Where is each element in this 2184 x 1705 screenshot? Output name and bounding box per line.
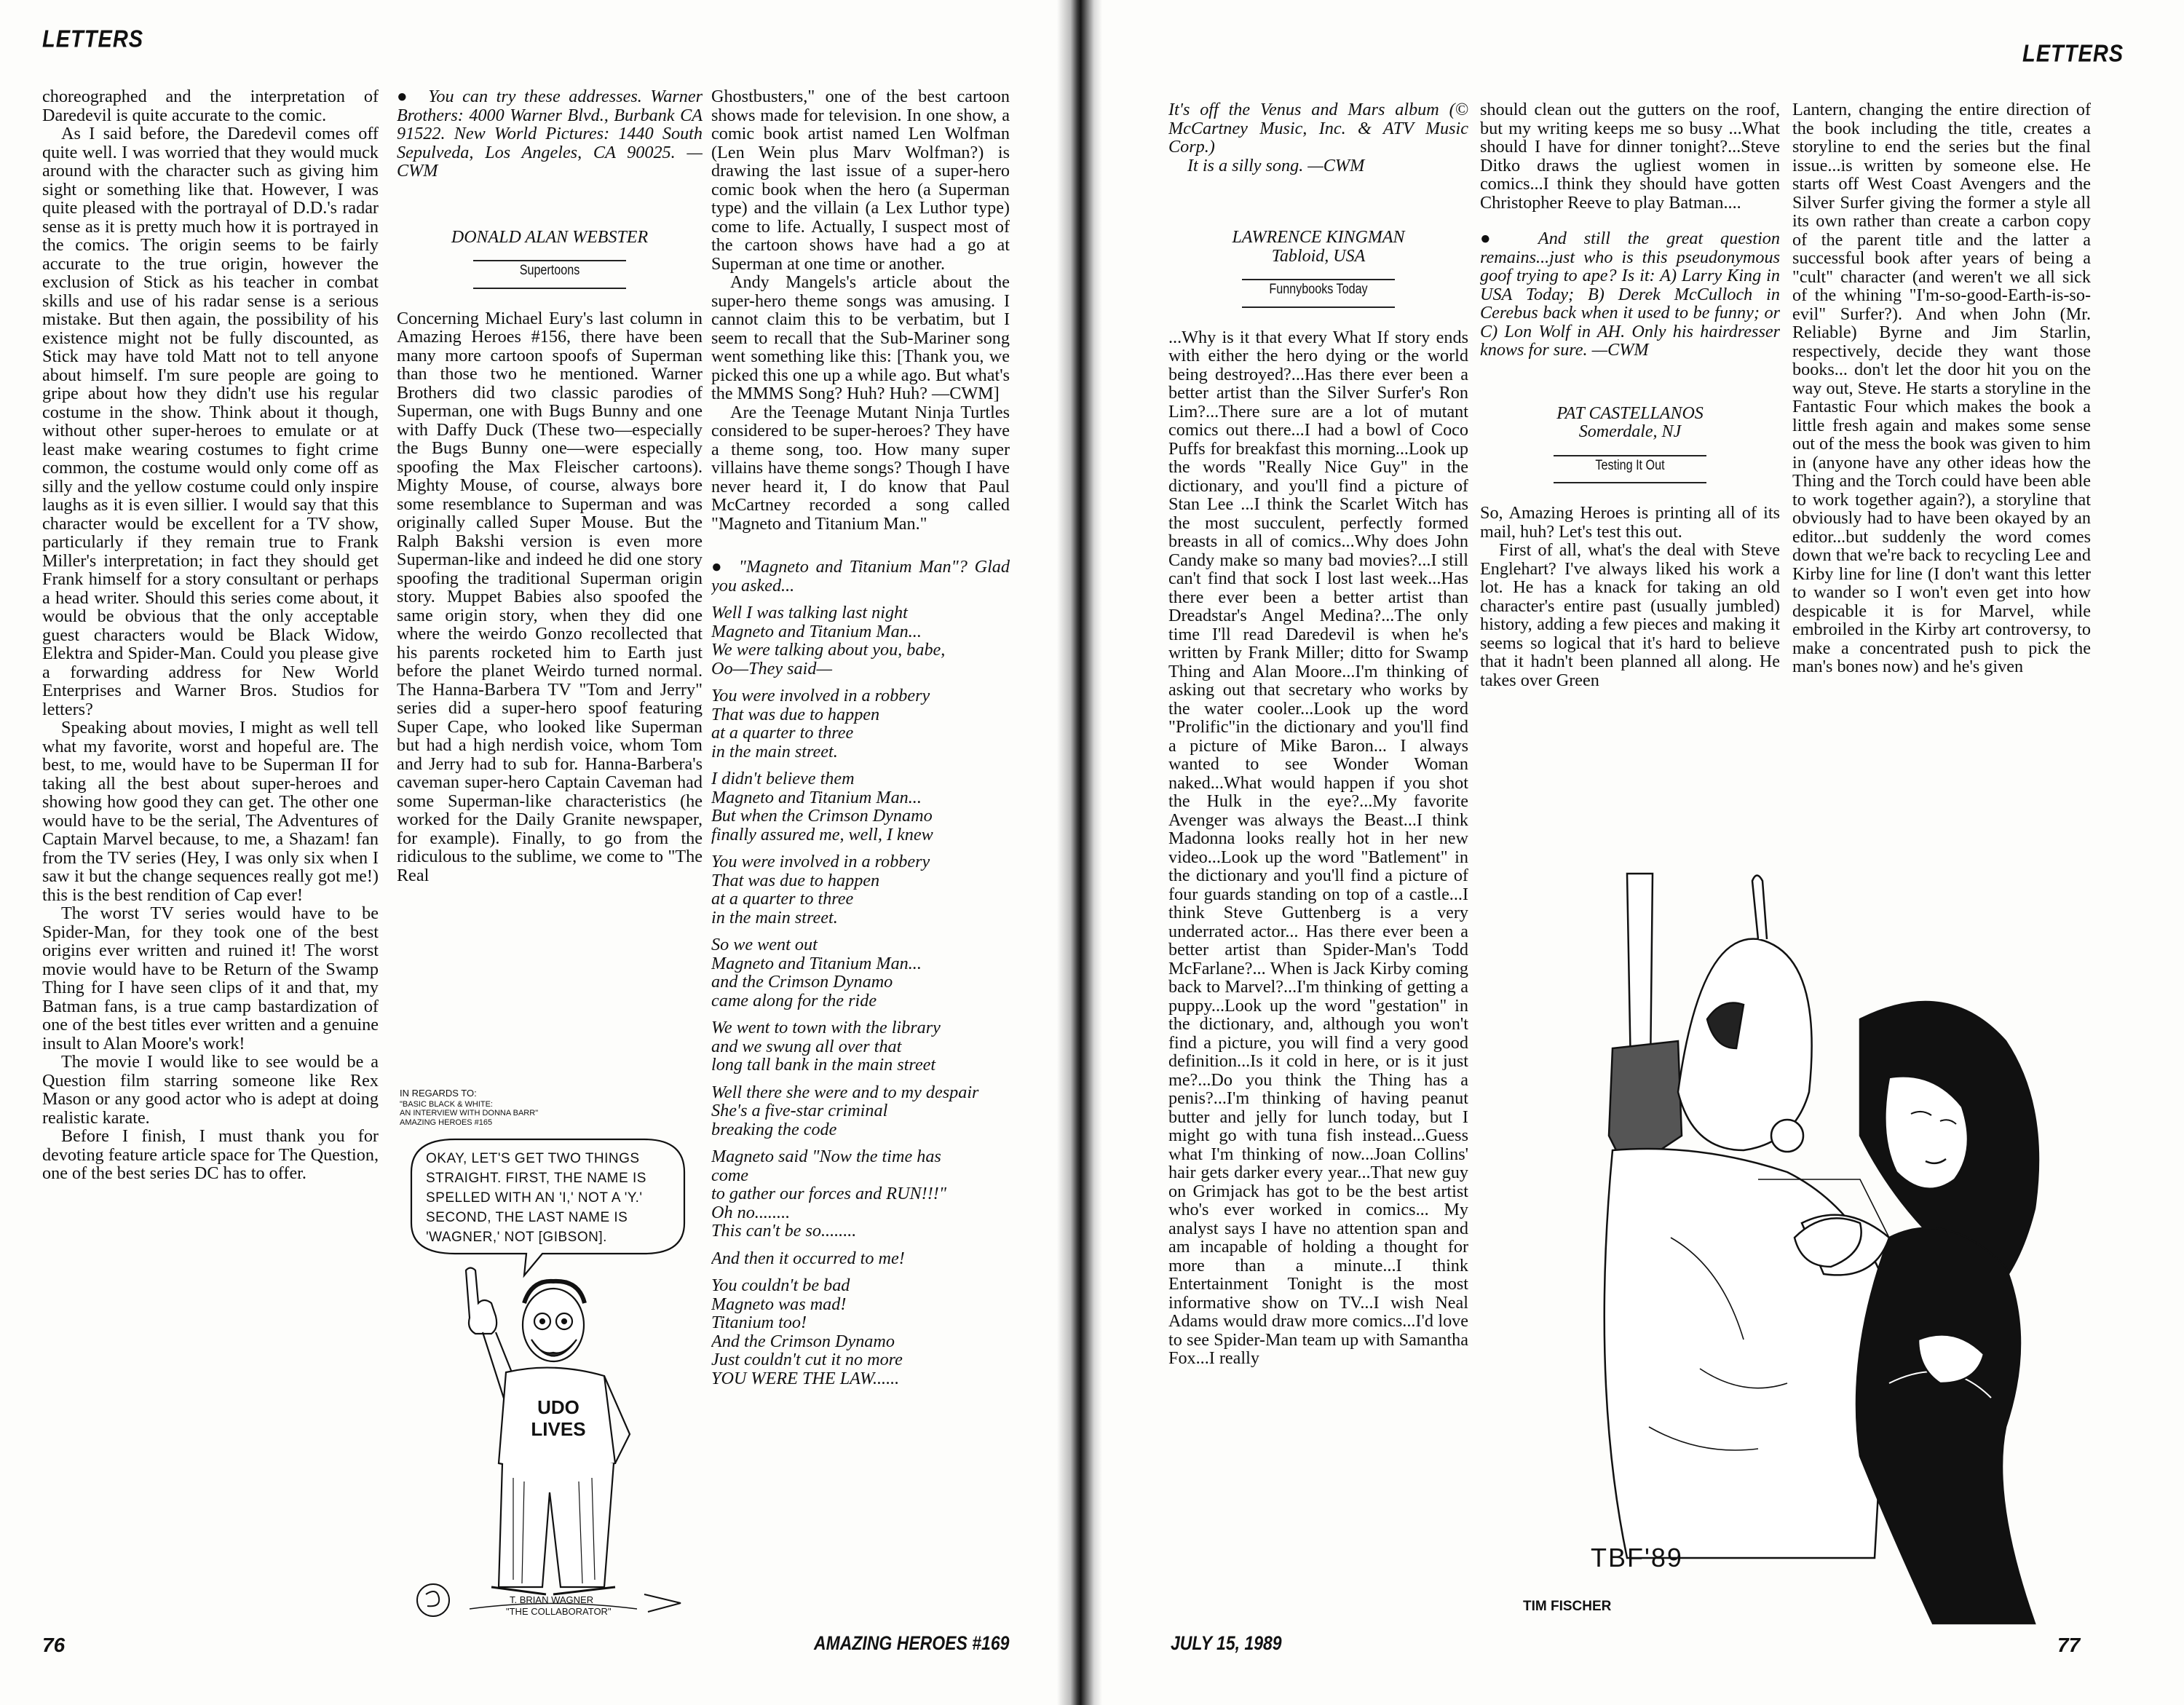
pistol-barrel <box>1627 874 1653 1070</box>
lyric-line: breaking the code <box>711 1119 837 1139</box>
lyric-line: Oo—They said— <box>711 658 832 679</box>
section-rule <box>1242 306 1395 308</box>
lyric-line: YOU WERE THE LAW...... <box>711 1368 900 1388</box>
lyric-stanza <box>711 852 1010 927</box>
section-rule <box>1554 482 1706 483</box>
left-running-head: LETTERS <box>42 25 144 53</box>
letter-signature: PAT CASTELLANOS <box>1556 403 1704 423</box>
lyric-line: long tall bank in the main street <box>711 1055 936 1075</box>
cartoon-signoff: T. BRIAN WAGNER <box>510 1594 594 1605</box>
lyric-stanza <box>711 1083 1010 1139</box>
letter-signature: LAWRENCE KINGMAN <box>1232 228 1405 247</box>
lyric-line: at a quarter to three <box>711 889 854 909</box>
letter-subhead: Testing It Out <box>1595 457 1665 473</box>
lyric-line: That was due to happen <box>711 704 880 724</box>
shirt-text: LIVES <box>531 1418 586 1440</box>
right-column-2 <box>1480 100 1780 828</box>
lyric-line: Oh no........ <box>711 1202 791 1222</box>
lyric-stanza <box>711 604 1010 678</box>
letter-paragraph: Concerning Michael Eury's last column in Amazing Heroes #156, there have been many more cartoon spoofs of Superman than those two he mentioned. Warner Brothers did two classic parodies of Superman, one with Bugs Bunny and one with Daffy Duck (These two—especially the Bugs Bunny one—were especially spoofing the Max Fleischer cartoons). Mighty Mouse, of course, always bore some resemblance to Superman and was originally called Super Mouse. But the Ralph Bakshi version is even more Superman-like and indeed he did one story spoofing the traditional Superman origin story. Muppet Babies also spoofed the same origin story, when they did one where the weirdo Gonzo recollected that his parents rocketed him to Earth just before the planet Weirdo turned normal. The Hanna-Barbera TV "Tom and Jerry" series did a super-hero spoof featuring Super Cape, who looked like Superman but had a high nerdish voice, whom Tom and Jerry had to sub for. Hanna-Barbera's caveman super-hero Captain Caveman had some Superman-like characteristics (he worked for the Daily Granite newspaper, for example). Finally, to go from the ridiculous to the sublime, we come to "The Real <box>397 308 703 885</box>
lyric-line: You couldn't be bad <box>711 1275 850 1295</box>
editor-reply: ● And still the great question remains...just who is this pseudonymous goof trying to ape? Is it: A) Larry King in USA Today; B) Derek McCulloch in Cerebus back when it used to be funny; or C) Lon Wolf in AH. Only his hairdresser knows for sure. —CWM <box>1480 229 1780 360</box>
letter-paragraph: Ghostbusters," one of the best cartoon shows made for television. In one show, a comic book artist named Len Wolfman (Len Wein plus Marv Wolfman?) is drawing the last issue of a super-hero comic book when the hero (a Superman type) and the villain (a Lex Luthor type) come to life. Actually, I suspect most of the cartoon shows have had a go at Superman at one time or another. <box>711 87 1010 274</box>
letter-signature: DONALD ALAN WEBSTER <box>451 227 649 247</box>
letter-paragraph: First of all, what's the deal with Steve Englehart? I've always liked his work a lot. He has a knack for taking an old character's entire past (usually jumbled) history, adding a few pieces and making it seems so logical that it's hard to believe that it hadn't been planned all along. He takes over Green <box>1480 540 1780 690</box>
balloon-text: OKAY, LET'S GET TWO THINGS <box>426 1151 640 1166</box>
letter-paragraph: Lantern, changing the entire direction of the book including the title, creates a storyline to end the series but the final issue...is written by someone else. He starts off West Coast Avengers and the Silver Surfer giving the former a style all its own rather than create a carbon copy of the parent title and the latter a successful book after years of being a "cult" character (and weren't we all sick of the whining "I'm-so-good-Earth-is-so-evil" Surfer?). And when John (Mr. Reliable) Byrne and Jim Starlin, respectively, decide they want those books... don't let the door hit you on the way out, Steve. He starts a storyline in the Fantastic Four which makes the book a little fresh again and makes some sense out of the mess the book was given to him in (anyone have any other ideas how the Thing and the Torch could have been able to work together again?), a storyline that obviously had to have been okayed by an editor...but suddenly the word comes down that we're back to recycling Lee and Kirby line for line (I don't want this letter to wander so I won't even get into how despicable it is for Marvel, while embroiled in the Kirby art controversy, to make a concentrated push to pick the man's bones now) and he's given <box>1792 100 2091 676</box>
lyric-line: Magneto and Titanium Man... <box>711 621 922 641</box>
letter-paragraph: The movie I would like to see would be a Question film starring someone like Rex Mason or any good actor who is adept at doing realistic karate. <box>42 1052 379 1128</box>
letter-paragraph: As I said before, the Daredevil comes off quite well. I was worried that they would muck around with the character such as giving him sight or something like that. However, I was quite pleased with the portrayal of D.D.'s radar sense as it is pretty much how it is portrayed in the comics. The origin seems to be fairly accurate to the true origin, however the exclusion of Stick as his teacher in combat skills and use of his radar sense is a serious mistake. But then again, the possibility of his existence might not be fully discounted, as Stick may have told Matt not to tell anyone about himself. I'm sure people are going to gripe about how they didn't use his regular costume in the show. Think about it though, without other super-heroes to emulate or at least make wearing costumes to fight crime common, the costume would only come off as silly and the yellow costume could only inspire laughs as it is even sillier. I would say that this character would be excellent for a TV show, particularly if they remain true to Frank Miller's interpretation; in fact they should get Frank himself for a story consultant or perhaps a head writer. Should this series come about, it would be obvious that the only acceptable guest characters would be Black Widow, Elektra and Spider-Man. Could you please give a forwarding address for New World Enterprises and Warner Bros. Studios for letters? <box>42 124 379 719</box>
lyric-line: She's a five-star criminal <box>711 1101 888 1120</box>
lyric-line: Magneto was mad! <box>711 1294 847 1314</box>
rocketeer-jacket <box>1605 1149 1889 1558</box>
right-column-1 <box>1168 100 1468 1622</box>
cartoon-caption-line: IN REGARDS TO: <box>400 1088 477 1099</box>
balloon-text: SECOND, THE LAST NAME IS <box>426 1210 628 1225</box>
editor-reply: It is a silly song. —CWM <box>1187 155 1365 175</box>
cartoon-signoff: "THE COLLABORATOR" <box>506 1606 612 1617</box>
balloon-text: SPELLED WITH AN 'I,' NOT A 'Y.' <box>426 1190 643 1206</box>
left-column-1 <box>42 87 379 1602</box>
lyric-line: at a quarter to three <box>711 723 854 743</box>
editor-reply: ● "Magneto and Titanium Man"? Glad you asked... <box>711 558 1010 595</box>
lyric-line: finally assured me, well, I knew <box>711 824 933 844</box>
lyric-line: Well I was talking last night <box>711 603 908 622</box>
letter-cartoon <box>397 1085 703 1623</box>
letter-paragraph: The worst TV series would have to be Spider-Man, for they took one of the best origins ever written and ruined it! The worst movie would have to be Return of the Swamp Thing for I have seen clips of it and that, my Batman fans, is a true camp bastardization of one of the best titles ever written and a genuine insult to Alan Moore's work! <box>42 903 379 1053</box>
section-rule <box>473 288 626 289</box>
lyric-line: Titanium too! <box>711 1313 807 1332</box>
lyric-line: and the Crimson Dynamo <box>711 972 893 992</box>
lyric-line: Just couldn't cut it no more <box>711 1350 903 1369</box>
cartoon-caption-line: AMAZING HEROES #165 <box>400 1118 493 1127</box>
lyric-stanza <box>711 1249 1010 1268</box>
cartoon-caption-line: AN INTERVIEW WITH DONNA BARR" <box>400 1109 539 1117</box>
illustration-signature: TBF'89 <box>1591 1543 1683 1573</box>
lyric-line: So we went out <box>711 935 818 954</box>
lyric-stanza <box>711 687 1010 761</box>
lyric-line: in the main street. <box>711 907 838 927</box>
rocketeer-illustration <box>1481 830 2100 1634</box>
lyric-line: Magneto said "Now the time has <box>711 1147 941 1166</box>
lyric-line: We went to town with the library <box>711 1018 941 1037</box>
lyric-line: Magneto and Titanium Man... <box>711 787 922 807</box>
letter-paragraph: Are the Teenage Mutant Ninja Turtles considered to be super-heroes? They have a theme song, too. How many super villains have theme songs? Though I have never heard it, I do know that Paul McCartney recorded a song called "Magneto and Titanium Man." <box>711 402 1010 534</box>
lyric-stanza <box>711 1276 1010 1388</box>
footer-issue-date: JULY 15, 1989 <box>1171 1631 1282 1654</box>
page-gutter-shadow <box>1057 0 1102 1705</box>
letter-subhead: Supertoons <box>519 263 580 278</box>
right-running-head: LETTERS <box>2022 40 2124 68</box>
shirt-text: UDO <box>537 1396 579 1418</box>
lyric-line: in the main street. <box>711 741 838 761</box>
lyric-stanza <box>711 935 1010 1010</box>
letter-paragraph: So, Amazing Heroes is printing all of its mail, huh? Let's test this out. <box>1480 503 1780 542</box>
lyric-line: I didn't believe them <box>711 769 855 788</box>
letter-paragraph: Andy Mangels's article about the super-hero theme songs was amusing. I cannot claim this to be verbatim, but I seem to recall that the Sub-Mariner song went something like this: [Thank you, we picked this one up a while ago. But what's the MMMS Song? Huh? Huh? —CWM] <box>711 272 1010 403</box>
lyric-line: Well there she were and to my despair <box>711 1082 979 1102</box>
letter-subhead: Funnybooks Today <box>1269 282 1368 297</box>
editor-reply: ● You can try these addresses. Warner Brothers: 4000 Warner Blvd., Burbank CA 91522. New World Pictures: 1440 South Sepulveda, Los Angeles, CA 90025. —CWM <box>397 87 703 181</box>
letter-paragraph: choreographed and the interpretation of Daredevil is quite accurate to the comic. <box>42 87 379 125</box>
lyric-line: But when the Crimson Dynamo <box>711 806 933 826</box>
letter-location: Tabloid, USA <box>1271 246 1366 266</box>
lyric-line: You were involved in a robbery <box>711 852 930 871</box>
lyric-stanza <box>711 770 1010 844</box>
lyric-line: to gather our forces and RUN!!!" <box>711 1184 946 1203</box>
lyric-line: We were talking about you, babe, <box>711 640 946 660</box>
letter-paragraph: Before I finish, I must thank you for devoting feature article space for The Question, one of the best series DC has to offer. <box>42 1126 379 1183</box>
lyric-line: And then it occurred to me! <box>711 1248 905 1268</box>
lyric-line: Magneto and Titanium Man... <box>711 953 922 973</box>
illustration-credit: TIM FISCHER <box>1523 1599 1612 1614</box>
right-column-3 <box>1792 100 2091 828</box>
letter-paragraph: ...Why is it that every What If story ends with either the hero dying or the world being destroyed?...Has there ever been a better artist than the Silver Surfer's Ron Lim?...There sure are a lot of mutant comics out there...I had a bowl of Coco Puffs for breakfast this morning...Look up the words "Really Nice Guy" in the dictionary, and you'll find a picture of Stan Lee ...I think the Scarlet Witch has the most succulent, perfectly formed breasts in all of comics...Why does John Candy make so many bad movies?...I still can't find that sock I lost last week...Has there ever been a better artist than Dreadstar's Angel Medina?...The only time I'll read Daredevil is when he's written by Frank Miller; ditto for Swamp Thing and Alan Moore...I'm thinking of asking out that secretary who works by the water cooler...Look up the word "Prolific"in the dictionary and you'll find a picture of Mike Baron... I always wanted to see Wonder Woman naked...What would happen if you shot the Hulk in the eye?...My favorite Avenger was always the Beast...I think Madonna looks really hot in her new video...Look up the word "Batlement" in the dictionary and you'll find a picture of four guards standing on top of a castle...I think Steve Guttenberg is a very underrated actor... Has there ever been a better artist than Spider-Man's Todd McFarlane?... When is Jack Kirby coming back to Marvel?...I'm thinking of getting a puppy...Look up the word "gestation" in the dictionary, and, although you won't find a picture, you will find a very good definition...Is it cold in here, or is it just me?...Do you think the Thing has a penis?...I'm thinking of having peanut butter and jelly for lunch today, but I might go with tuna fish instead...Guess what I'm thinking of now...Joan Collins' hair gets darker every year...That new guy on Grimjack has got to be the best artist who's ever worked in comics... My analyst says I have no attention span and am incapable of holding a thought for more than a minute...I think Entertainment Tonight is the most informative show on TV...I wish Neal Adams would draw more comics...I'd love to see Spider-Man team up with Samantha Fox...I really <box>1168 327 1468 1368</box>
cartoon-caption-line: "BASIC BLACK & WHITE: <box>400 1100 493 1109</box>
lyric-stanza <box>711 1147 1010 1241</box>
lyric-line: came along for the ride <box>711 990 877 1010</box>
song-lyrics <box>711 604 1010 1388</box>
letter-location: Somerdale, NJ <box>1578 422 1682 441</box>
lyric-line: come <box>711 1165 749 1185</box>
lyric-line: and we swung all over that <box>711 1036 902 1056</box>
lyric-line: And the Crimson Dynamo <box>711 1331 895 1351</box>
rocketeer-helmet <box>1678 939 1812 1150</box>
woman-body <box>1856 1228 2035 1623</box>
left-page-number: 76 <box>42 1634 66 1656</box>
letter-paragraph: should clean out the gutters on the roof, but my writing keeps me so busy ...What should I have for dinner tonight?...Steve Ditko draws the ugliest women in comics...I think they should have gotten Christopher Reeve to play Batman.... <box>1480 100 1780 213</box>
lyric-line: You were involved in a robbery <box>711 686 930 705</box>
lyric-line: This can't be so........ <box>711 1221 857 1241</box>
balloon-text: STRAIGHT. FIRST, THE NAME IS <box>426 1171 646 1186</box>
footer-magazine-title: AMAZING HEROES #169 <box>814 1631 1010 1654</box>
lyric-line: That was due to happen <box>711 870 880 890</box>
left-column-3 <box>711 87 1010 1623</box>
lyric-stanza <box>711 1018 1010 1075</box>
editor-reply: It's off the Venus and Mars album (© McCartney Music, Inc. & ATV Music Corp.) <box>1168 100 1468 157</box>
letter-paragraph: Speaking about movies, I might as well tell what my favorite, worst and hopeful are. The best, to me, would have to be Superman II for taking all the best about super-heroes and showing how good they can get. The other one would have to be the serial, The Adventures of Captain Marvel because, to me, a Shazam! fan from the TV series (Hey, I was only six when I saw it but the change sequences really got me!) this is the best rendition of Cap ever! <box>42 718 379 905</box>
left-column-2 <box>397 87 703 1085</box>
balloon-text: 'WAGNER,' NOT [GIBSON]. <box>426 1230 607 1245</box>
right-page-number: 77 <box>2057 1634 2081 1656</box>
